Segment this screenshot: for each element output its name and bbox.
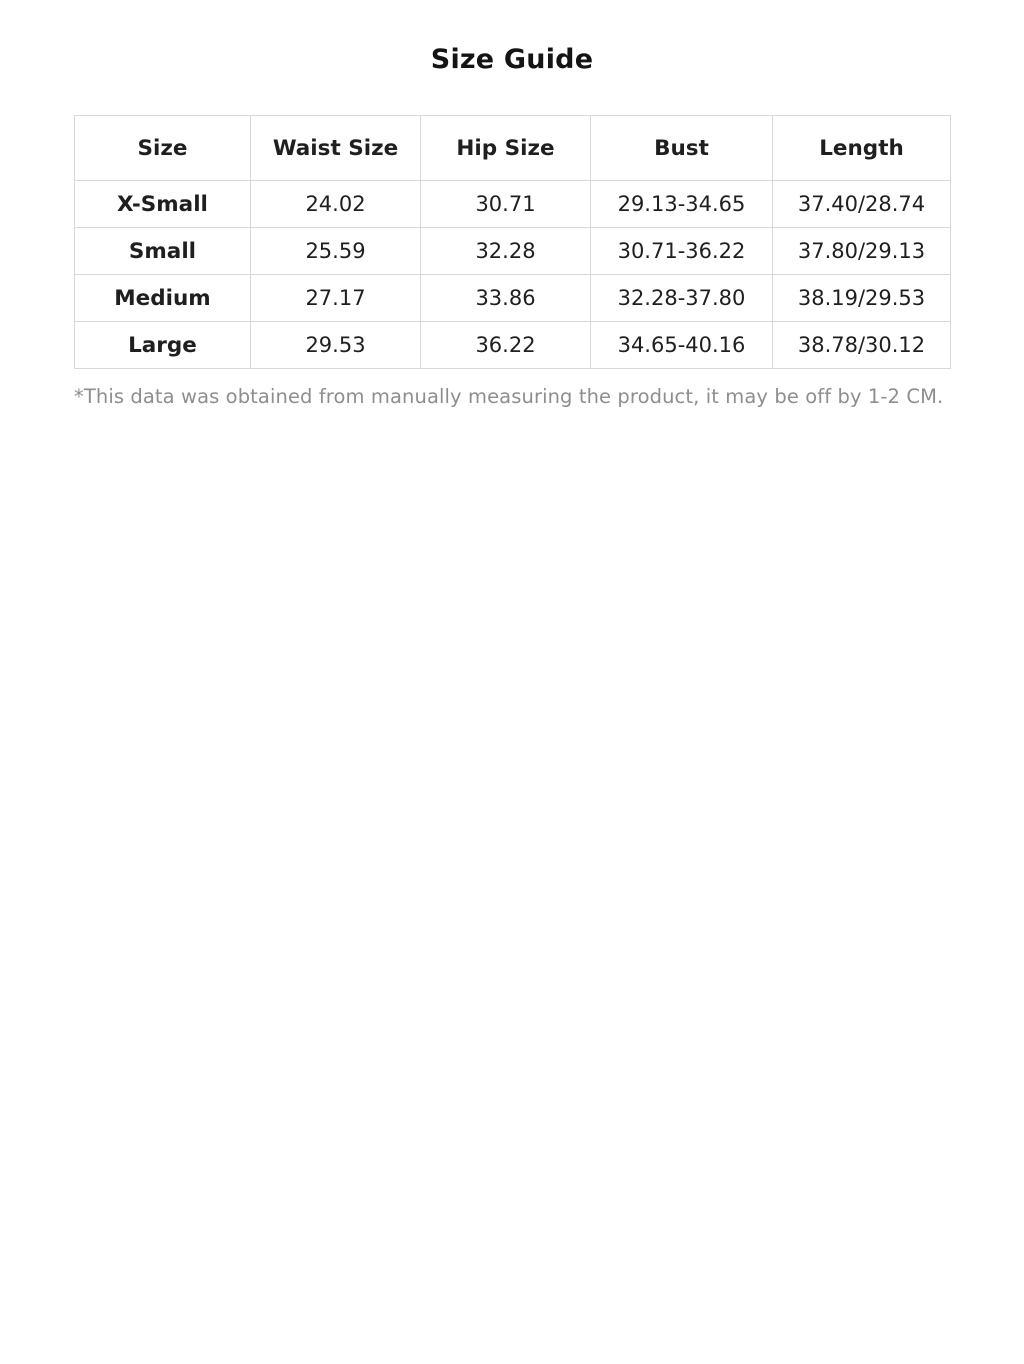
cell-length: 37.40/28.74 (773, 181, 951, 228)
cell-waist: 27.17 (251, 275, 421, 322)
cell-hip: 32.28 (421, 228, 591, 275)
cell-size: Small (75, 228, 251, 275)
cell-waist: 29.53 (251, 322, 421, 369)
cell-hip: 33.86 (421, 275, 591, 322)
cell-size: X-Small (75, 181, 251, 228)
cell-length: 37.80/29.13 (773, 228, 951, 275)
cell-length: 38.19/29.53 (773, 275, 951, 322)
cell-hip: 36.22 (421, 322, 591, 369)
size-table-container (74, 115, 950, 369)
column-header-length: Length (773, 116, 951, 181)
size-guide-page (0, 0, 1024, 408)
cell-size: Large (75, 322, 251, 369)
cell-length: 38.78/30.12 (773, 322, 951, 369)
table-row (75, 275, 951, 322)
cell-waist: 25.59 (251, 228, 421, 275)
table-row (75, 181, 951, 228)
table-row (75, 228, 951, 275)
cell-size: Medium (75, 275, 251, 322)
cell-bust: 32.28-37.80 (591, 275, 773, 322)
cell-waist: 24.02 (251, 181, 421, 228)
column-header-size: Size (75, 116, 251, 181)
column-header-hip-size: Hip Size (421, 116, 591, 181)
table-header (75, 116, 951, 181)
cell-bust: 29.13-34.65 (591, 181, 773, 228)
column-header-waist-size: Waist Size (251, 116, 421, 181)
cell-hip: 30.71 (421, 181, 591, 228)
cell-bust: 34.65-40.16 (591, 322, 773, 369)
page-title: Size Guide (430, 44, 594, 75)
cell-bust: 30.71-36.22 (591, 228, 773, 275)
table-body (75, 181, 951, 369)
table-row (75, 322, 951, 369)
table-header-row (75, 116, 951, 181)
measurement-disclaimer: *This data was obtained from manually measuring the product, it may be off by 1-2 CM. (74, 385, 944, 408)
size-guide-table (74, 115, 951, 369)
column-header-bust: Bust (591, 116, 773, 181)
